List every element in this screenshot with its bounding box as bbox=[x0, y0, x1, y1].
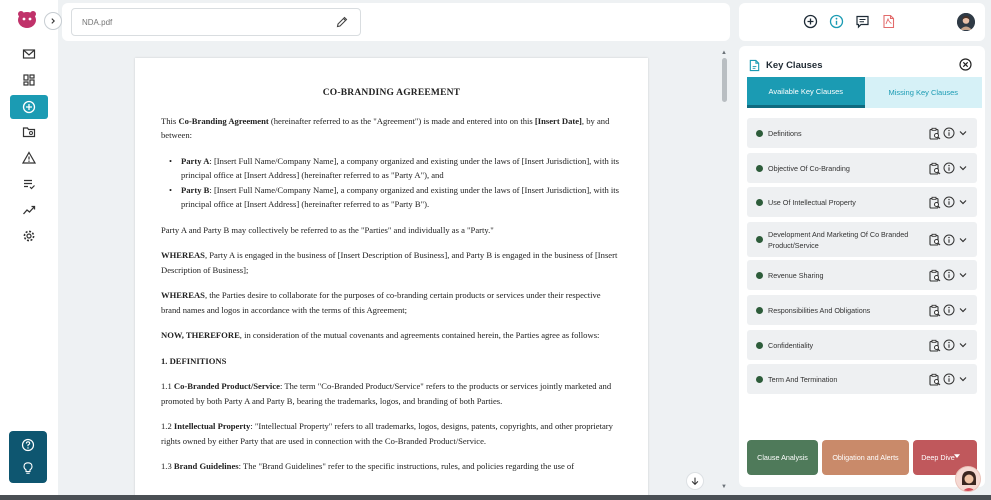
comment-icon bbox=[855, 14, 870, 29]
clipboard-search-icon[interactable] bbox=[928, 339, 941, 352]
info-icon bbox=[829, 14, 844, 29]
clause-label: Use Of Intellectual Property bbox=[768, 197, 856, 207]
dashboard-icon bbox=[22, 73, 36, 87]
edit-pencil-icon[interactable] bbox=[335, 15, 349, 29]
clause-label: Development And Marketing Of Co Branded Product/Service bbox=[768, 229, 909, 250]
user-avatar[interactable] bbox=[957, 13, 975, 31]
chevron-right-icon bbox=[49, 17, 57, 25]
now-therefore-paragraph: NOW, THEREFORE, in consideration of the mutual covenants and agreements contained herein, the Parties agree as follows: bbox=[161, 330, 600, 340]
chevron-down-icon[interactable] bbox=[958, 340, 968, 350]
document-scrollbar[interactable] bbox=[721, 50, 727, 490]
close-icon bbox=[959, 58, 972, 71]
left-sidebar bbox=[0, 0, 58, 500]
document-title-input[interactable] bbox=[71, 8, 361, 36]
sidebar-collapse-button[interactable] bbox=[44, 12, 62, 30]
arrow-down-icon bbox=[690, 476, 700, 486]
document-icon bbox=[748, 59, 761, 72]
chevron-down-icon[interactable] bbox=[958, 235, 968, 245]
status-dot bbox=[756, 130, 763, 137]
sidebar-item-checklist[interactable] bbox=[10, 172, 48, 196]
status-dot bbox=[756, 272, 763, 279]
info-icon[interactable] bbox=[943, 269, 955, 281]
clipboard-search-icon[interactable] bbox=[928, 127, 941, 140]
comments-button[interactable] bbox=[855, 14, 870, 29]
list-item: • Party A: [Insert Full Name/Company Name], a company organized and existing under the laws of [Insert Jurisdiction], with its principal office at [Insert Address] (hereinafter referred to as "Party A"), and bbox=[181, 154, 622, 183]
whereas-paragraph-1: WHEREAS, Party A is engaged in the business of [Insert Description of Business], and Party B is engaged in the business of [Insert Description of Business]; bbox=[161, 250, 618, 275]
caret-down-icon[interactable] bbox=[954, 454, 960, 459]
add-circle-icon bbox=[803, 14, 818, 29]
help-panel bbox=[9, 431, 47, 483]
sidebar-item-analytics[interactable] bbox=[10, 198, 48, 222]
info-button[interactable] bbox=[829, 14, 844, 29]
folder-icon bbox=[22, 125, 36, 139]
lightbulb-icon[interactable] bbox=[21, 461, 35, 475]
status-dot bbox=[756, 342, 763, 349]
status-dot bbox=[756, 307, 763, 314]
right-toolbar bbox=[739, 3, 985, 41]
add-circle-icon bbox=[22, 100, 36, 114]
mail-icon bbox=[22, 47, 36, 61]
clause-label: Responsibilities And Obligations bbox=[768, 305, 871, 315]
info-icon[interactable] bbox=[943, 304, 955, 316]
checklist-icon bbox=[22, 177, 36, 191]
clipboard-search-icon[interactable] bbox=[928, 304, 941, 317]
chevron-down-icon[interactable] bbox=[958, 197, 968, 207]
status-dot bbox=[756, 165, 763, 172]
clause-label: Revenue Sharing bbox=[768, 270, 824, 280]
parties-list bbox=[181, 154, 622, 212]
clause-label: Definitions bbox=[768, 128, 802, 138]
sidebar-item-settings[interactable] bbox=[10, 224, 48, 248]
sidebar-item-mail[interactable] bbox=[10, 42, 48, 66]
clause-tabs bbox=[747, 77, 982, 108]
pdf-icon bbox=[881, 14, 896, 29]
clipboard-search-icon[interactable] bbox=[928, 233, 941, 246]
settings-icon bbox=[22, 229, 36, 243]
document-title: CO-BRANDING AGREEMENT bbox=[322, 88, 461, 98]
scroll-down-arrow-icon[interactable]: ▼ bbox=[721, 484, 727, 490]
taskbar-strip bbox=[0, 495, 991, 500]
info-icon[interactable] bbox=[943, 196, 955, 208]
key-clauses-header bbox=[748, 58, 823, 72]
key-clauses-panel bbox=[739, 46, 985, 487]
sidebar-item-add[interactable] bbox=[10, 95, 48, 119]
chevron-down-icon[interactable] bbox=[958, 374, 968, 384]
app-logo bbox=[16, 8, 38, 30]
clause-item[interactable] bbox=[747, 330, 977, 360]
help-icon[interactable] bbox=[21, 438, 35, 452]
clause-item[interactable] bbox=[747, 260, 977, 290]
assistant-avatar[interactable] bbox=[955, 466, 981, 492]
scroll-thumb[interactable] bbox=[722, 58, 727, 102]
pdf-export-button[interactable] bbox=[881, 14, 896, 29]
add-circle-button[interactable] bbox=[803, 14, 818, 29]
tab-missing-key-clauses[interactable]: Missing Key Clauses bbox=[865, 77, 983, 108]
definition-2: 1.2 Intellectual Property: "Intellectual Property" refers to all trademarks, logos, designs, patents, copyrights, and other proprietary rights owned by either Party that are used in connection with the Co-Branded Product/Service. bbox=[161, 421, 613, 446]
clause-label: Term And Termination bbox=[768, 374, 838, 384]
definition-1: 1.1 Co-Branded Product/Service: The term "Co-Branded Product/Service" refers to the products or services jointly marketed and promoted by both Party A and Party B, bearing the trademarks, logos, and branding of both Parties. bbox=[161, 381, 612, 406]
info-icon[interactable] bbox=[943, 234, 955, 246]
parties-paragraph: Party A and Party B may collectively be referred to as the "Parties" and individually as a "Party." bbox=[161, 224, 494, 235]
sidebar-item-alerts[interactable] bbox=[10, 146, 48, 170]
deep-dive-label: Deep Dive bbox=[921, 452, 955, 462]
sidebar-item-folder[interactable] bbox=[10, 120, 48, 144]
clause-label: Objective Of Co-Branding bbox=[768, 163, 850, 173]
clause-analysis-button[interactable]: Clause Analysis bbox=[747, 440, 818, 475]
info-icon[interactable] bbox=[943, 127, 955, 139]
clause-item[interactable] bbox=[747, 118, 977, 148]
key-clauses-title: Key Clauses bbox=[766, 59, 823, 71]
status-dot bbox=[756, 199, 763, 206]
clipboard-search-icon[interactable] bbox=[928, 162, 941, 175]
info-icon[interactable] bbox=[943, 339, 955, 351]
clipboard-search-icon[interactable] bbox=[928, 373, 941, 386]
intro-paragraph: This Co-Branding Agreement (hereinafter referred to as the "Agreement") is made and entered into on this [Insert Date], by and between: bbox=[161, 115, 610, 140]
list-item: • Party B: [Insert Full Name/Company Name], a company organized and existing under the laws of [Insert Jurisdiction], with its principal office at [Insert Address] (hereinafter referred to as "Party B"). bbox=[181, 183, 622, 212]
clipboard-search-icon[interactable] bbox=[928, 196, 941, 209]
sidebar-item-dashboard[interactable] bbox=[10, 68, 48, 92]
whereas-paragraph-2: WHEREAS, the Parties desire to collaborate for the purposes of co-branding certain products or services under their respective brand names and logos in accordance with the terms of this Agreement; bbox=[161, 290, 601, 315]
clause-item[interactable] bbox=[747, 364, 977, 394]
trend-icon bbox=[22, 203, 36, 217]
status-dot bbox=[756, 236, 763, 243]
document-page bbox=[135, 58, 648, 500]
tab-available-key-clauses[interactable]: Available Key Clauses bbox=[747, 77, 865, 108]
scroll-up-arrow-icon[interactable]: ▲ bbox=[721, 50, 727, 56]
clause-item[interactable] bbox=[747, 153, 977, 183]
clause-item[interactable] bbox=[747, 222, 977, 257]
info-icon[interactable] bbox=[943, 162, 955, 174]
section-heading: 1. DEFINITIONS bbox=[161, 355, 227, 366]
close-panel-button[interactable] bbox=[959, 58, 972, 71]
clause-item[interactable] bbox=[747, 187, 977, 217]
clipboard-search-icon[interactable] bbox=[928, 269, 941, 282]
info-icon[interactable] bbox=[943, 373, 955, 385]
scroll-to-bottom-button[interactable] bbox=[686, 472, 704, 490]
clause-item[interactable] bbox=[747, 295, 977, 325]
warning-icon bbox=[22, 151, 36, 165]
chevron-down-icon[interactable] bbox=[958, 163, 968, 173]
definition-3: 1.3 Brand Guidelines: The "Brand Guidelines" refer to the specific instructions, rules, and policies regarding the use of bbox=[161, 461, 575, 471]
document-toolbar bbox=[62, 3, 730, 41]
obligation-alerts-button[interactable]: Obligation and Alerts bbox=[822, 440, 909, 475]
chevron-down-icon[interactable] bbox=[958, 128, 968, 138]
chevron-down-icon[interactable] bbox=[958, 270, 968, 280]
chevron-down-icon[interactable] bbox=[958, 305, 968, 315]
status-dot bbox=[756, 376, 763, 383]
document-viewer bbox=[62, 45, 734, 500]
clause-label: Confidentiality bbox=[768, 340, 814, 350]
